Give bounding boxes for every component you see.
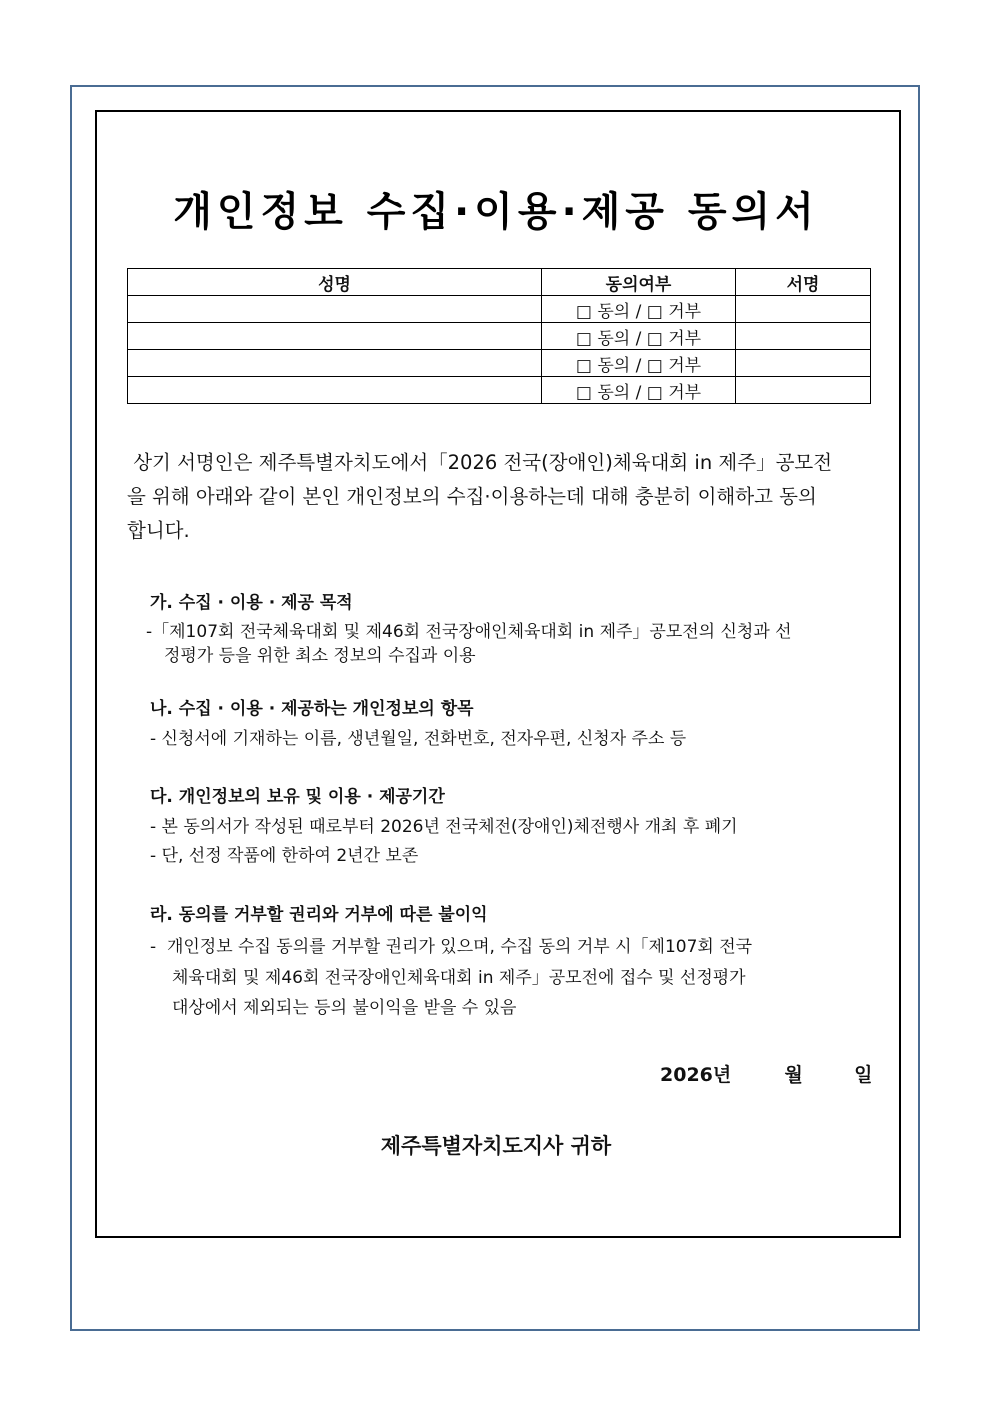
consent-cell[interactable]: □ 동의 / □ 거부 xyxy=(542,296,736,323)
section-line: - 개인정보 수집 동의를 거부할 권리가 있으며, 수집 동의 거부 시「제107회 전국 xyxy=(150,937,753,957)
name-cell[interactable] xyxy=(128,350,542,377)
intro-line: 을 위해 아래와 같이 본인 개인정보의 수집·이용하는데 대해 충분히 이해하고 동의 xyxy=(127,485,817,508)
section-line: -「제107회 전국체육대회 및 제46회 전국장애인체육대회 in 제주」공모전의 신청과 선 xyxy=(146,622,792,642)
signature-cell[interactable] xyxy=(736,296,871,323)
date-day: 일 xyxy=(854,1064,873,1086)
date-month: 월 xyxy=(784,1064,803,1086)
section-title-refusal: 라. 동의를 거부할 권리와 거부에 따른 불이익 xyxy=(150,905,488,925)
intro-line: 합니다. xyxy=(127,519,190,542)
section-line: 체육대회 및 제46회 전국장애인체육대회 in 제주」공모전에 접수 및 선정평가 xyxy=(172,968,746,988)
signature-cell[interactable] xyxy=(736,377,871,404)
header-consent: 동의여부 xyxy=(542,269,736,296)
consent-cell[interactable]: □ 동의 / □ 거부 xyxy=(542,323,736,350)
intro-line: 상기 서명인은 제주특별자치도에서「2026 전국(장애인)체육대회 in 제주」공모전 xyxy=(127,451,833,474)
table-row xyxy=(128,377,871,404)
table-header-row xyxy=(128,269,871,296)
signature-cell[interactable] xyxy=(736,350,871,377)
section-title-items: 나. 수집 · 이용 · 제공하는 개인정보의 항목 xyxy=(150,699,474,719)
section-line: - 신청서에 기재하는 이름, 생년월일, 전화번호, 전자우편, 신청자 주소 등 xyxy=(150,729,687,749)
section-line: - 단, 선정 작품에 한하여 2년간 보존 xyxy=(150,846,419,866)
recipient: 제주특별자치도지사 귀하 xyxy=(380,1134,612,1158)
signature-cell[interactable] xyxy=(736,323,871,350)
signature-table xyxy=(127,268,871,404)
header-name: 성명 xyxy=(128,269,542,296)
name-cell[interactable] xyxy=(128,323,542,350)
section-line: 정평가 등을 위한 최소 정보의 수집과 이용 xyxy=(164,646,476,666)
header-signature: 서명 xyxy=(736,269,871,296)
name-cell[interactable] xyxy=(128,296,542,323)
section-title-retention: 다. 개인정보의 보유 및 이용 · 제공기간 xyxy=(150,787,445,807)
consent-cell[interactable]: □ 동의 / □ 거부 xyxy=(542,350,736,377)
document-title: 개인정보 수집·이용·제공 동의서 xyxy=(173,189,819,235)
table-row xyxy=(128,350,871,377)
date-year: 2026년 xyxy=(660,1064,732,1086)
section-line: - 본 동의서가 작성된 때로부터 2026년 전국체전(장애인)체전행사 개최 후 폐기 xyxy=(150,817,738,837)
section-title-purpose: 가. 수집 · 이용 · 제공 목적 xyxy=(150,593,353,613)
table-row xyxy=(128,296,871,323)
consent-cell[interactable]: □ 동의 / □ 거부 xyxy=(542,377,736,404)
name-cell[interactable] xyxy=(128,377,542,404)
intro-paragraph xyxy=(127,446,873,548)
table-row xyxy=(128,323,871,350)
section-line: 대상에서 제외되는 등의 불이익을 받을 수 있음 xyxy=(172,998,517,1018)
date-line xyxy=(660,1060,872,1087)
